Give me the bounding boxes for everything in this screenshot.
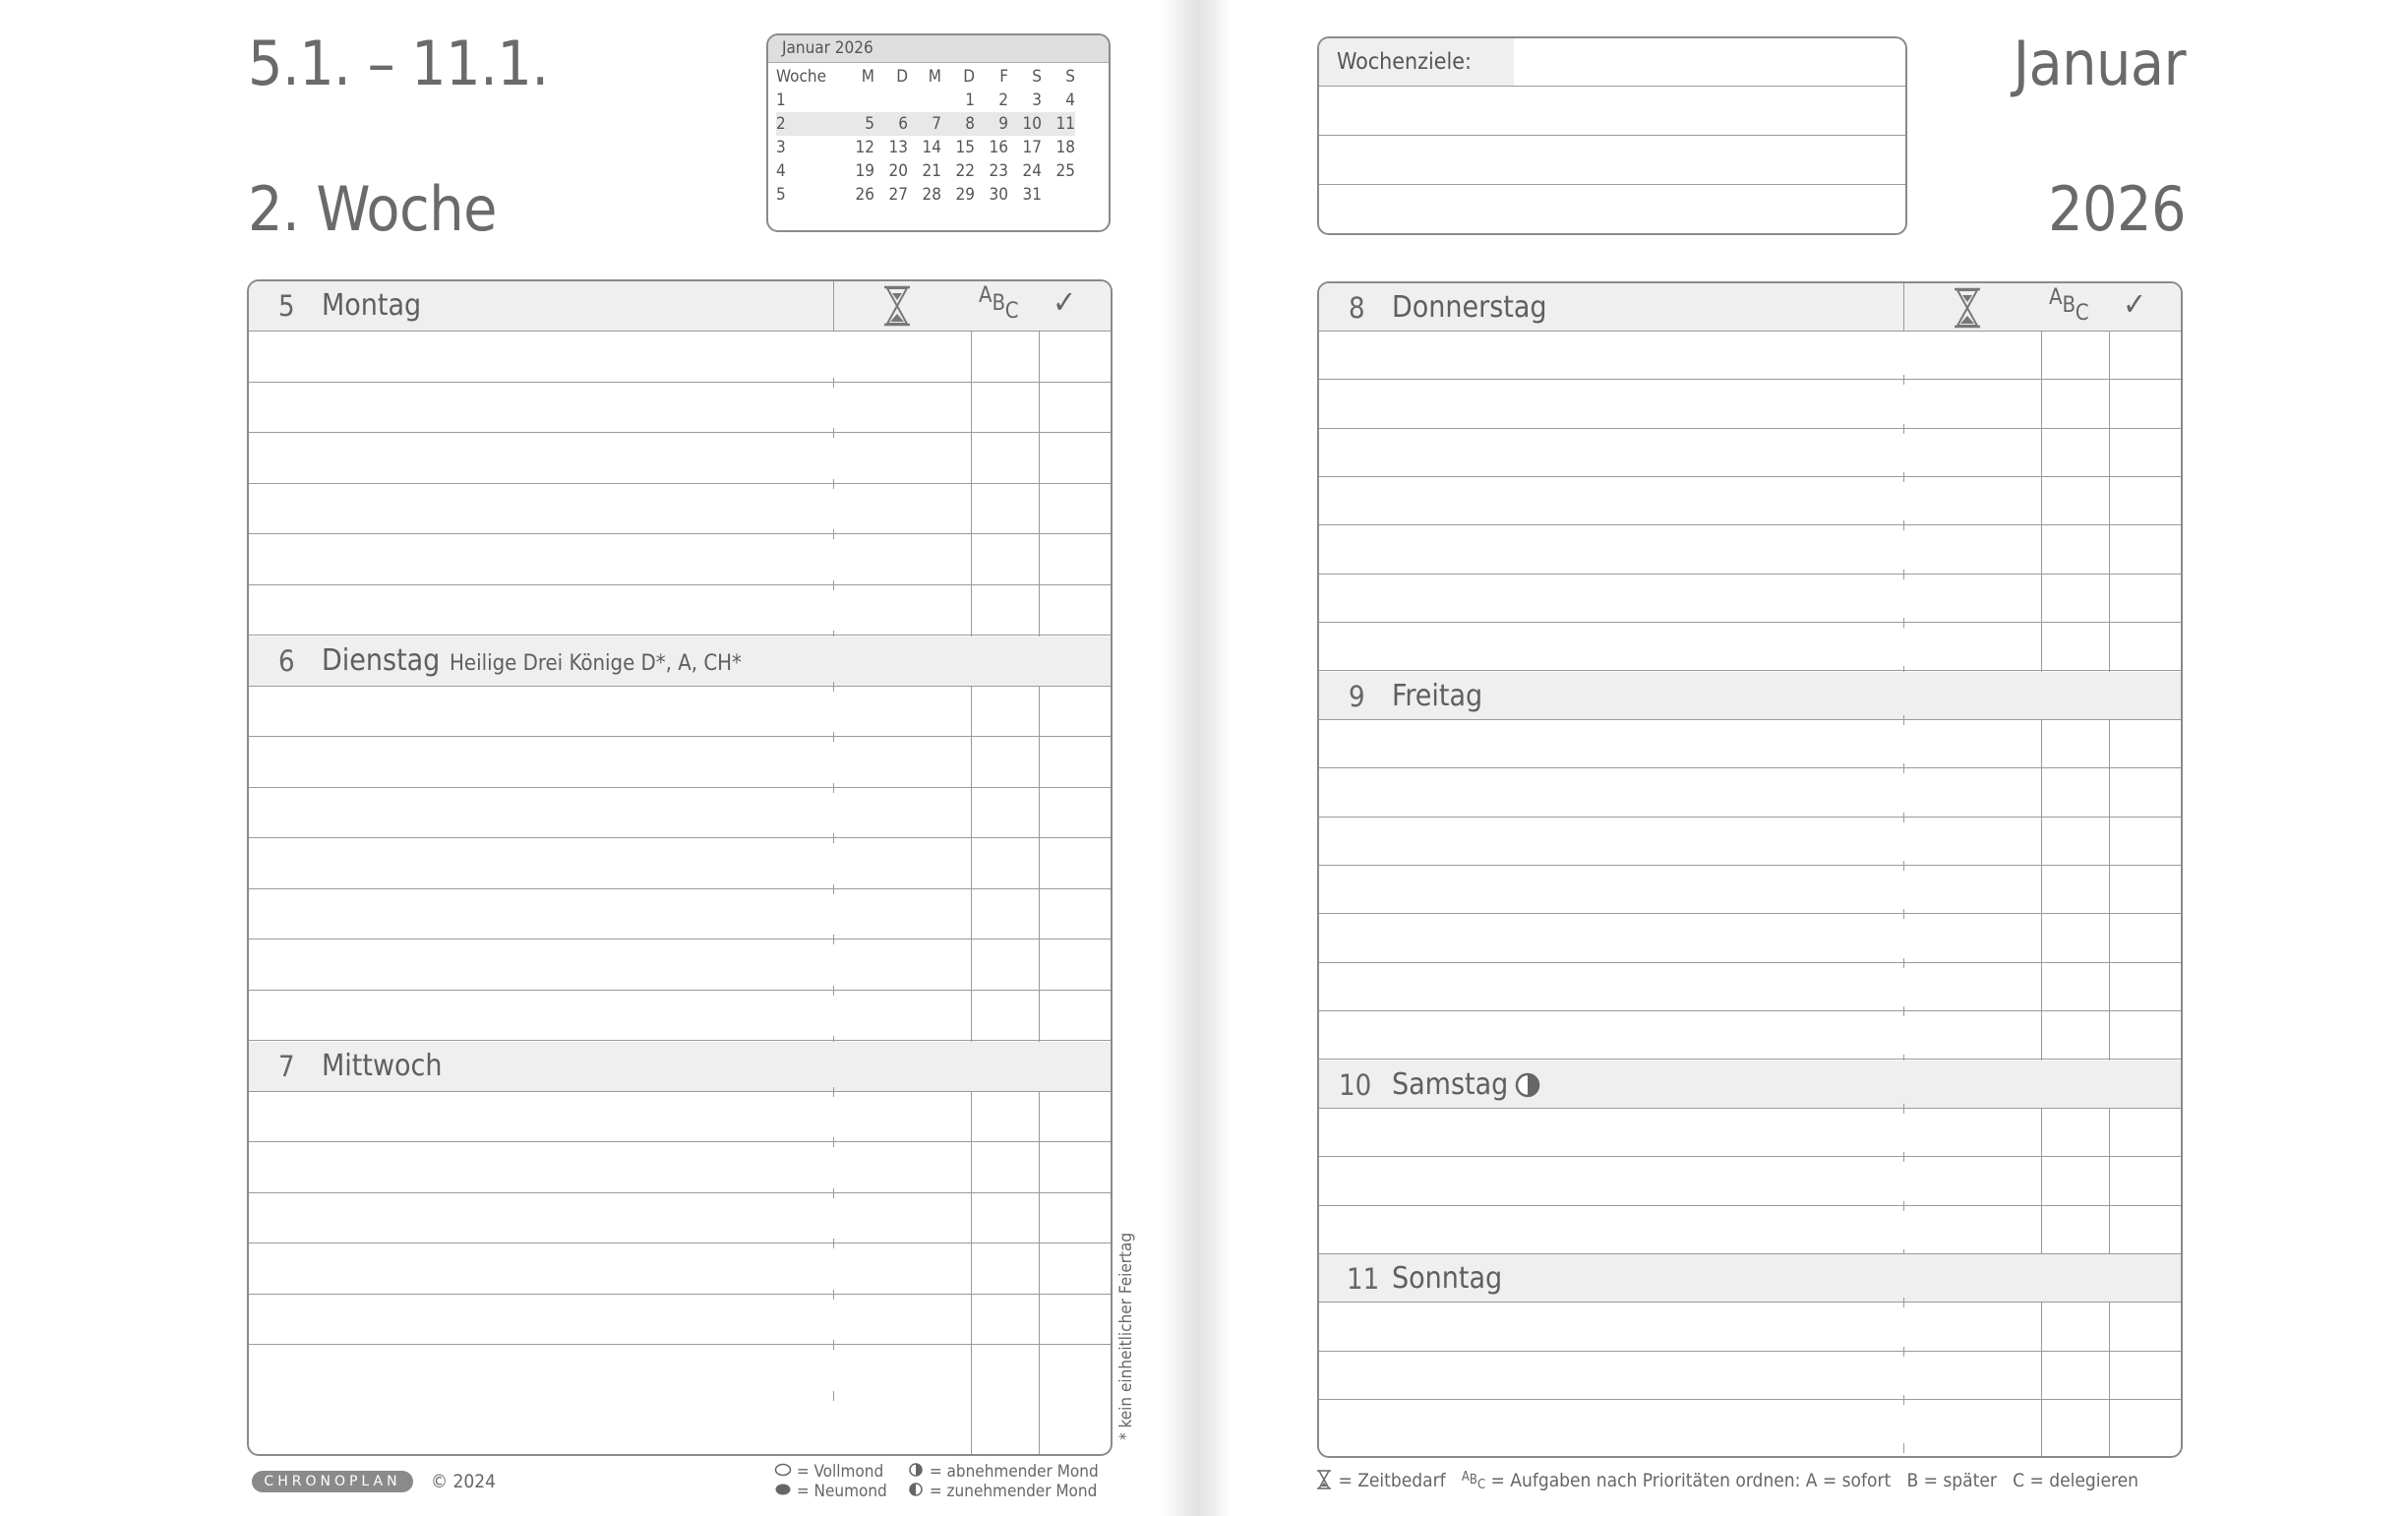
day-number: 5 [278, 289, 295, 323]
mini-calendar-day: 18 [1055, 138, 1075, 157]
note-line[interactable] [1319, 818, 2181, 866]
hourglass-icon [880, 285, 914, 331]
day-planner-left [247, 279, 1113, 1456]
note-line[interactable] [1319, 769, 2181, 818]
checkmark-icon: ✓ [1053, 283, 1077, 321]
mini-calendar-week-number: 1 [776, 91, 786, 110]
copyright: © 2024 [431, 1471, 497, 1492]
day-name: Dienstag [322, 642, 441, 678]
mini-calendar-day: 17 [1022, 138, 1042, 157]
abc-legend-b: B [1469, 1473, 1477, 1487]
mini-calendar-day: 7 [908, 112, 941, 136]
mini-calendar-day: 16 [989, 138, 1008, 157]
mini-calendar-day: 29 [955, 185, 975, 205]
waxing-moon-icon [907, 1483, 925, 1496]
mini-calendar-day [908, 89, 941, 112]
time-column-divider [833, 281, 834, 331]
day-name: Freitag [1392, 678, 1483, 713]
planner-header-row [249, 281, 1111, 332]
mini-calendar-day: 13 [888, 138, 908, 157]
mini-calendar-day [841, 89, 874, 112]
date-range: 5.1. – 11.1. [248, 28, 549, 99]
abc-legend-a: A [1461, 1470, 1470, 1485]
abc-letter: A [979, 283, 993, 308]
mini-calendar-day: 30 [989, 185, 1008, 205]
note-line[interactable] [1319, 866, 2181, 914]
waning-moon-icon [1514, 1071, 1541, 1103]
day-name: Samstag [1392, 1066, 1509, 1102]
note-line[interactable] [249, 434, 1111, 484]
full-moon-label: = Vollmond [796, 1462, 884, 1482]
mini-calendar-day: 27 [888, 185, 908, 205]
mini-calendar-week-number: 2 [776, 112, 841, 136]
mini-calendar-day: 2 [998, 91, 1008, 110]
day-name: Donnerstag [1392, 290, 1547, 325]
mini-calendar-week-row [776, 159, 1075, 183]
abc-legend-c: C [1476, 1478, 1486, 1492]
mini-calendar-day [874, 89, 908, 112]
mini-calendar-day: 22 [955, 161, 975, 181]
planner-header-row [1319, 283, 2181, 332]
mini-calendar-day: 24 [1022, 161, 1042, 181]
mini-calendar-day: F [999, 67, 1008, 87]
note-line[interactable] [249, 889, 1111, 940]
day-planner-right [1317, 281, 2183, 1458]
time-tick [1903, 1443, 1904, 1453]
mini-calendar-day: 19 [855, 161, 874, 181]
day-number: 9 [1349, 679, 1365, 713]
day-number: 8 [1349, 291, 1365, 325]
abc-priority-header [979, 283, 1019, 324]
mini-calendar-week-number: Woche [776, 67, 826, 87]
note-line[interactable] [249, 940, 1111, 991]
mini-calendar-day: 8 [941, 112, 975, 136]
mini-calendar-day: 26 [855, 185, 874, 205]
day-number: 10 [1339, 1067, 1372, 1102]
abc-letter: C [1004, 299, 1019, 324]
mini-calendar-day: 5 [841, 112, 874, 136]
year-title: 2026 [2048, 173, 2186, 245]
note-line[interactable] [249, 1193, 1111, 1243]
book-spine [1161, 0, 1230, 1516]
time-column-divider [1903, 283, 1904, 331]
hourglass-icon [1951, 287, 1984, 333]
mini-calendar-day: 15 [955, 138, 975, 157]
planner-legend [1315, 1470, 2138, 1492]
note-line[interactable] [1319, 963, 2181, 1011]
mini-calendar-week-row [776, 112, 1075, 136]
note-line[interactable] [249, 991, 1111, 1041]
note-line[interactable] [1319, 332, 2181, 380]
goals-line[interactable] [1319, 136, 1905, 185]
holiday-footnote: * kein einheitlicher Feiertag [1116, 1232, 1136, 1440]
mini-calendar-day: 9 [975, 112, 1008, 136]
note-line[interactable] [1319, 624, 2181, 672]
note-line[interactable] [1319, 720, 2181, 768]
moon-legend-2 [907, 1462, 1099, 1501]
full-moon-icon [774, 1463, 792, 1477]
weekly-goals-box [1317, 36, 1907, 235]
mini-calendar-day [1042, 183, 1075, 207]
day-header-row [1319, 1254, 2181, 1303]
time-tick [833, 1391, 834, 1401]
chronoplan-logo: CHRONOPLAN [252, 1471, 413, 1492]
note-line[interactable] [1319, 915, 2181, 963]
day-header-row [249, 637, 1111, 687]
note-line[interactable] [249, 1092, 1111, 1142]
note-line[interactable] [249, 383, 1111, 433]
mini-calendar-day: D [896, 67, 908, 87]
mini-calendar [766, 33, 1111, 232]
note-line[interactable] [1319, 477, 2181, 525]
note-line[interactable] [1319, 575, 2181, 623]
day-number: 11 [1347, 1262, 1380, 1297]
mini-calendar-day: 10 [1008, 112, 1042, 136]
mini-calendar-day: 1 [965, 91, 975, 110]
day-number: 6 [278, 643, 295, 678]
note-line[interactable] [1319, 1304, 2181, 1352]
waning-moon-label: = abnehmender Mond [929, 1462, 1099, 1482]
note-line[interactable] [1319, 1012, 2181, 1061]
mini-calendar-day: 3 [1032, 91, 1042, 110]
day-name: Sonntag [1392, 1261, 1503, 1297]
checkmark-icon: ✓ [2123, 285, 2147, 323]
goals-line [1319, 38, 1905, 87]
new-moon-icon [774, 1483, 792, 1496]
mini-calendar-day: 4 [1065, 91, 1075, 110]
month-title: Januar [2013, 28, 2186, 99]
abc-letter: B [992, 291, 1005, 316]
note-line[interactable] [249, 839, 1111, 889]
note-line[interactable] [249, 1244, 1111, 1295]
abc-letter: C [2075, 301, 2089, 326]
note-line[interactable] [249, 585, 1111, 636]
mini-calendar-day: 12 [855, 138, 874, 157]
note-line[interactable] [249, 1346, 1111, 1395]
note-line[interactable] [1319, 526, 2181, 575]
week-title: 2. Woche [248, 173, 497, 245]
hourglass-icon [1315, 1470, 1333, 1489]
mini-calendar-day: 11 [1042, 112, 1075, 136]
holiday-note: Heilige Drei Könige D*, A, CH* [450, 650, 742, 676]
day-name: Mittwoch [322, 1048, 443, 1083]
note-line[interactable] [1319, 1206, 2181, 1254]
abc-letter: B [2062, 293, 2076, 318]
mini-calendar-title: Januar 2026 [768, 35, 1109, 63]
note-line[interactable] [1319, 1401, 2181, 1448]
mini-calendar-day: 23 [989, 161, 1008, 181]
mini-calendar-week-row [776, 136, 1075, 159]
abc-letter: A [2049, 285, 2063, 310]
note-line[interactable] [249, 1143, 1111, 1193]
note-line[interactable] [249, 484, 1111, 534]
mini-calendar-day: S [1032, 67, 1042, 87]
mini-calendar-day: 20 [888, 161, 908, 181]
mini-calendar-week-number: 4 [776, 161, 786, 181]
waxing-moon-label: = zunehmender Mond [929, 1482, 1098, 1501]
mini-calendar-day: 25 [1055, 161, 1075, 181]
mini-calendar-day: D [963, 67, 975, 87]
mini-calendar-header-row [776, 65, 1075, 89]
day-number: 7 [278, 1049, 295, 1083]
new-moon-label: = Neumond [796, 1482, 887, 1501]
mini-calendar-grid [776, 65, 1075, 207]
mini-calendar-week-number: 5 [776, 185, 786, 205]
weekly-goals-label: Wochenziele: [1319, 38, 1514, 86]
waning-moon-icon [907, 1463, 925, 1477]
mini-calendar-day: S [1065, 67, 1075, 87]
note-line[interactable] [249, 738, 1111, 788]
goals-line[interactable] [1319, 87, 1905, 136]
mini-calendar-day: 14 [922, 138, 941, 157]
mini-calendar-day: M [861, 67, 874, 87]
note-line[interactable] [1319, 1109, 2181, 1157]
note-line[interactable] [1319, 1352, 2181, 1400]
day-header-row [1319, 1061, 2181, 1109]
mini-calendar-day: 6 [874, 112, 908, 136]
abc-priority-header [2049, 285, 2089, 326]
note-line[interactable] [1319, 381, 2181, 429]
note-line[interactable] [249, 535, 1111, 585]
mini-calendar-day: 21 [922, 161, 941, 181]
note-line[interactable] [1319, 429, 2181, 477]
mini-calendar-week-number: 3 [776, 138, 786, 157]
mini-calendar-week-row [776, 89, 1075, 112]
time-legend: = Zeitbedarf [1338, 1470, 1446, 1491]
mini-calendar-week-row [776, 183, 1075, 207]
day-name: Montag [322, 288, 422, 323]
day-header-row [1319, 672, 2181, 720]
note-line[interactable] [249, 1295, 1111, 1345]
mini-calendar-day: M [928, 67, 941, 87]
note-line[interactable] [249, 333, 1111, 383]
day-header-row [249, 1042, 1111, 1092]
note-line[interactable] [249, 687, 1111, 737]
note-line[interactable] [1319, 1158, 2181, 1206]
note-line[interactable] [249, 788, 1111, 838]
mini-calendar-day: 28 [922, 185, 941, 205]
abc-legend: = Aufgaben nach Prioritäten ordnen: A = sofort B = später C = delegieren [1490, 1470, 2138, 1491]
moon-legend [774, 1462, 887, 1501]
mini-calendar-day: 31 [1022, 185, 1042, 205]
